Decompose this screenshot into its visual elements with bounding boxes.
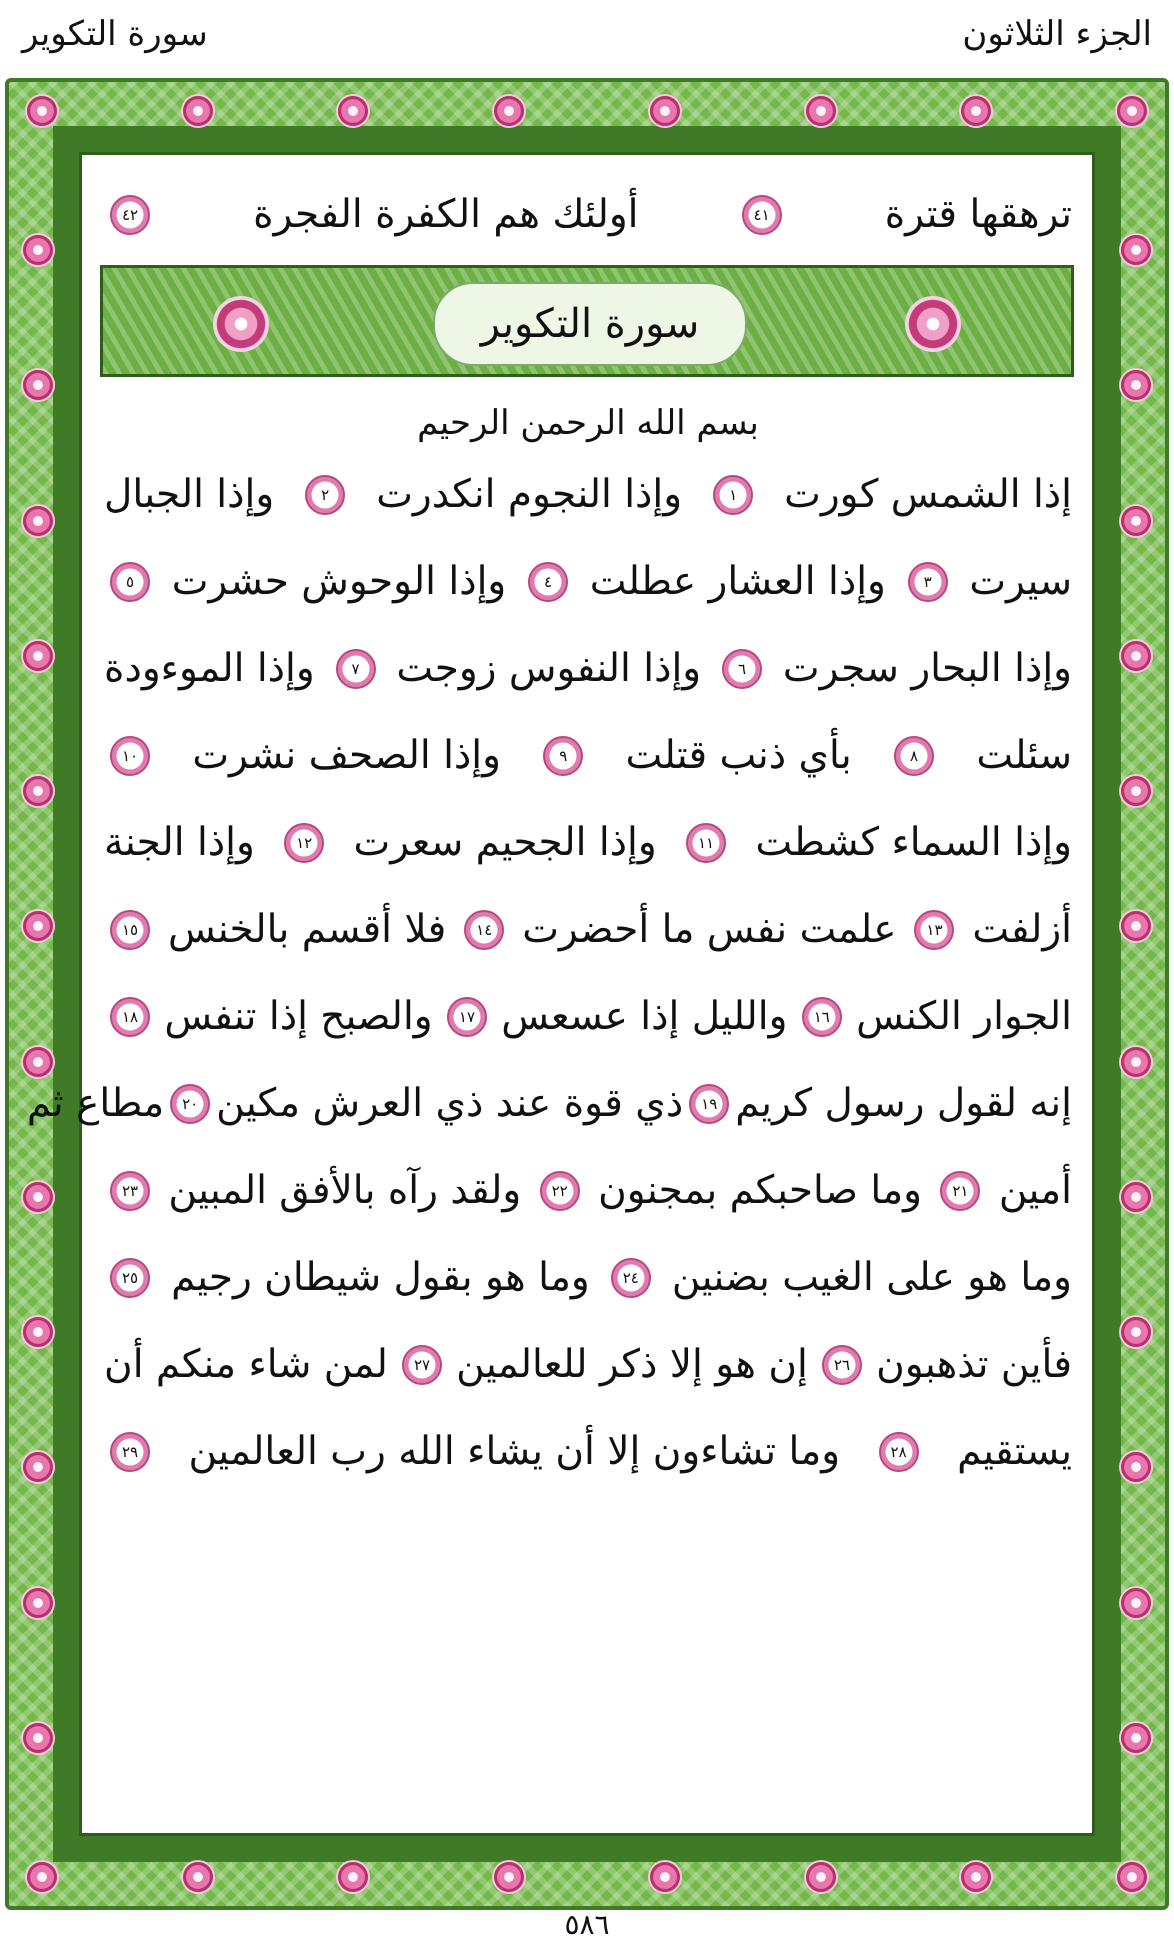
surah-header-banner xyxy=(100,265,1074,377)
verse-number-marker: ١٨ xyxy=(110,997,150,1037)
verse-text: وإذا الجبال xyxy=(104,472,275,517)
verse-number-marker: ٩ xyxy=(543,736,583,776)
flower-ornament-icon xyxy=(23,1723,53,1753)
verse-text: ولقد رآه بالأفق المبين xyxy=(168,1168,522,1213)
rosette-icon xyxy=(905,296,961,352)
verse-number-marker: ١ xyxy=(713,475,753,515)
verse-text: الجوار الكنس xyxy=(856,994,1072,1039)
flower-ornament-icon xyxy=(1121,1588,1151,1618)
verse-number-marker: ٤ xyxy=(528,562,568,602)
verse-number-marker: ١٦ xyxy=(802,997,842,1037)
verse-text: فأين تذهبون xyxy=(876,1342,1072,1387)
flower-ornament-icon xyxy=(806,96,836,126)
flower-ornament-icon xyxy=(650,96,680,126)
verse-number-marker: ٣ xyxy=(908,562,948,602)
flower-ornament-icon xyxy=(1121,1317,1151,1347)
flower-ornament-icon xyxy=(338,96,368,126)
flower-ornament-icon xyxy=(23,776,53,806)
flower-ornament-icon xyxy=(23,506,53,536)
text-line xyxy=(104,1412,1072,1492)
verse-number-marker: ٢ xyxy=(305,475,345,515)
verse-number-marker: ٥ xyxy=(110,562,150,602)
flower-ornament-icon xyxy=(1121,1047,1151,1077)
verse-number-marker: ٢٥ xyxy=(110,1258,150,1298)
verse-text: لمن شاء منكم أن xyxy=(104,1342,388,1387)
text-line xyxy=(104,629,1072,709)
basmala: بسم الله الرحمن الرحيم xyxy=(417,403,759,443)
running-head xyxy=(0,0,1174,70)
verse-text: وإذا النفوس زوجت xyxy=(396,646,702,691)
flower-ornament-icon xyxy=(1121,1452,1151,1482)
verse-text: إذا الشمس كورت xyxy=(784,472,1072,517)
flower-ornament-icon xyxy=(494,1862,524,1892)
text-line xyxy=(104,455,1072,535)
verse-number-marker: ٢٦ xyxy=(822,1345,862,1385)
flower-ornament-icon xyxy=(961,96,991,126)
verse-text: سيرت xyxy=(969,559,1072,604)
flower-ornament-icon xyxy=(1121,370,1151,400)
surah-name-cartouche xyxy=(433,282,747,366)
flower-ornament-icon xyxy=(23,641,53,671)
verse-number-marker: ١٤ xyxy=(464,910,504,950)
verse-text: يستقيم xyxy=(957,1429,1072,1474)
verse-text: أمين xyxy=(998,1168,1072,1213)
flower-ornament-icon xyxy=(1117,1862,1147,1892)
page-number: ٥٨٦ xyxy=(564,1908,610,1941)
verse-number-marker: ١٩ xyxy=(689,1084,729,1124)
verse-number-marker: ١٥ xyxy=(110,910,150,950)
flower-ornament-icon xyxy=(23,1317,53,1347)
flower-ornament-icon xyxy=(806,1862,836,1892)
verse-text: أولئك هم الكفرة الفجرة xyxy=(253,192,639,237)
flower-ornament-icon xyxy=(27,96,57,126)
verse-text: إن هو إلا ذكر للعالمين xyxy=(456,1342,808,1387)
verse-text: وإذا الوحوش حشرت xyxy=(171,559,507,604)
verse-number-marker: ٢١ xyxy=(940,1171,980,1211)
flower-ornament-icon xyxy=(23,235,53,265)
verse-text: بأي ذنب قتلت xyxy=(625,733,852,778)
text-line xyxy=(104,803,1072,883)
flower-ornament-icon xyxy=(183,1862,213,1892)
verse-number-marker: ١٠ xyxy=(110,736,150,776)
verse-text: والصبح إذا تنفس xyxy=(164,994,433,1039)
verse-text: وما تشاءون إلا أن يشاء الله رب العالمين xyxy=(188,1429,841,1474)
flower-ornament-icon xyxy=(338,1862,368,1892)
flower-ornament-icon xyxy=(1121,641,1151,671)
text-line xyxy=(104,1325,1072,1405)
text-line xyxy=(104,716,1072,796)
verse-text: ترهقها قترة xyxy=(884,192,1072,237)
flower-ornament-icon xyxy=(1121,506,1151,536)
flower-ornament-icon xyxy=(1121,1723,1151,1753)
text-line xyxy=(104,1238,1072,1318)
text-line xyxy=(104,175,1072,255)
flower-ornament-icon xyxy=(1121,1182,1151,1212)
flower-ornament-icon xyxy=(1117,96,1147,126)
verse-number-marker: ٢٣ xyxy=(110,1171,150,1211)
verse-text: وما صاحبكم بمجنون xyxy=(598,1168,922,1213)
verse-number-marker: ٤٢ xyxy=(110,195,150,235)
surah-name: سورة التكوير xyxy=(480,301,700,347)
text-line xyxy=(104,890,1072,970)
verse-text: وإذا الصحف نشرت xyxy=(192,733,501,778)
flower-ornament-icon xyxy=(650,1862,680,1892)
flower-ornament-icon xyxy=(1121,235,1151,265)
text-line xyxy=(104,977,1072,1057)
verse-number-marker: ١١ xyxy=(686,823,726,863)
verse-number-marker: ٢٨ xyxy=(879,1432,919,1472)
flower-ornament-icon xyxy=(23,911,53,941)
verse-number-marker: ٨ xyxy=(894,736,934,776)
verse-number-marker: ٢٧ xyxy=(402,1345,442,1385)
rosette-icon xyxy=(213,296,269,352)
verse-number-marker: ٤١ xyxy=(742,195,782,235)
verse-text: أزلفت xyxy=(972,907,1072,952)
verse-text: مطاع ثم xyxy=(26,1081,165,1126)
text-line xyxy=(104,542,1072,622)
verse-number-marker: ٢٤ xyxy=(611,1258,651,1298)
verse-text: إنه لقول رسول كريم xyxy=(735,1081,1072,1126)
verse-number-marker: ٢٠ xyxy=(170,1084,210,1124)
flower-ornament-icon xyxy=(1121,776,1151,806)
ornamental-border xyxy=(5,78,1169,1910)
verse-number-marker: ٦ xyxy=(722,649,762,689)
verse-text: وما هو على الغيب بضنين xyxy=(671,1255,1072,1300)
text-page xyxy=(26,152,1095,1836)
verse-text: وإذا السماء كشطت xyxy=(755,820,1072,865)
verse-text: ذي قوة عند ذي العرش مكين xyxy=(216,1081,684,1126)
verse-text: وإذا الجحيم سعرت xyxy=(353,820,657,865)
verse-text: وإذا النجوم انكدرت xyxy=(376,472,683,517)
verse-text: وإذا البحار سجرت xyxy=(782,646,1072,691)
verse-number-marker: ١٣ xyxy=(914,910,954,950)
verse-text: سئلت xyxy=(976,733,1072,778)
flower-ornament-icon xyxy=(23,370,53,400)
verse-text: وإذا الموءودة xyxy=(104,646,315,691)
verse-text: فلا أقسم بالخنس xyxy=(168,907,447,952)
verse-number-marker: ٢٢ xyxy=(540,1171,580,1211)
verse-number-marker: ٧ xyxy=(336,649,376,689)
verse-text: وما هو بقول شيطان رجيم xyxy=(171,1255,590,1300)
verse-number-marker: ٢٩ xyxy=(110,1432,150,1472)
flower-ornament-icon xyxy=(1121,911,1151,941)
flower-ornament-icon xyxy=(23,1588,53,1618)
verse-text: والليل إذا عسعس xyxy=(501,994,788,1039)
flower-ornament-icon xyxy=(27,1862,57,1892)
verse-text: علمت نفس ما أحضرت xyxy=(522,907,897,952)
flower-ornament-icon xyxy=(183,96,213,126)
text-line xyxy=(26,1064,1072,1144)
verse-number-marker: ١٧ xyxy=(447,997,487,1037)
verse-number-marker: ١٢ xyxy=(284,823,324,863)
text-line xyxy=(104,1151,1072,1231)
flower-ornament-icon xyxy=(494,96,524,126)
juz-running-title: الجزء الثلاثون xyxy=(962,14,1152,54)
surah-running-title: سورة التكوير xyxy=(22,14,208,54)
verse-text: وإذا الجنة xyxy=(104,820,255,865)
flower-ornament-icon xyxy=(961,1862,991,1892)
flower-ornament-icon xyxy=(23,1182,53,1212)
verse-text: وإذا العشار عطلت xyxy=(589,559,886,604)
flower-ornament-icon xyxy=(23,1452,53,1482)
